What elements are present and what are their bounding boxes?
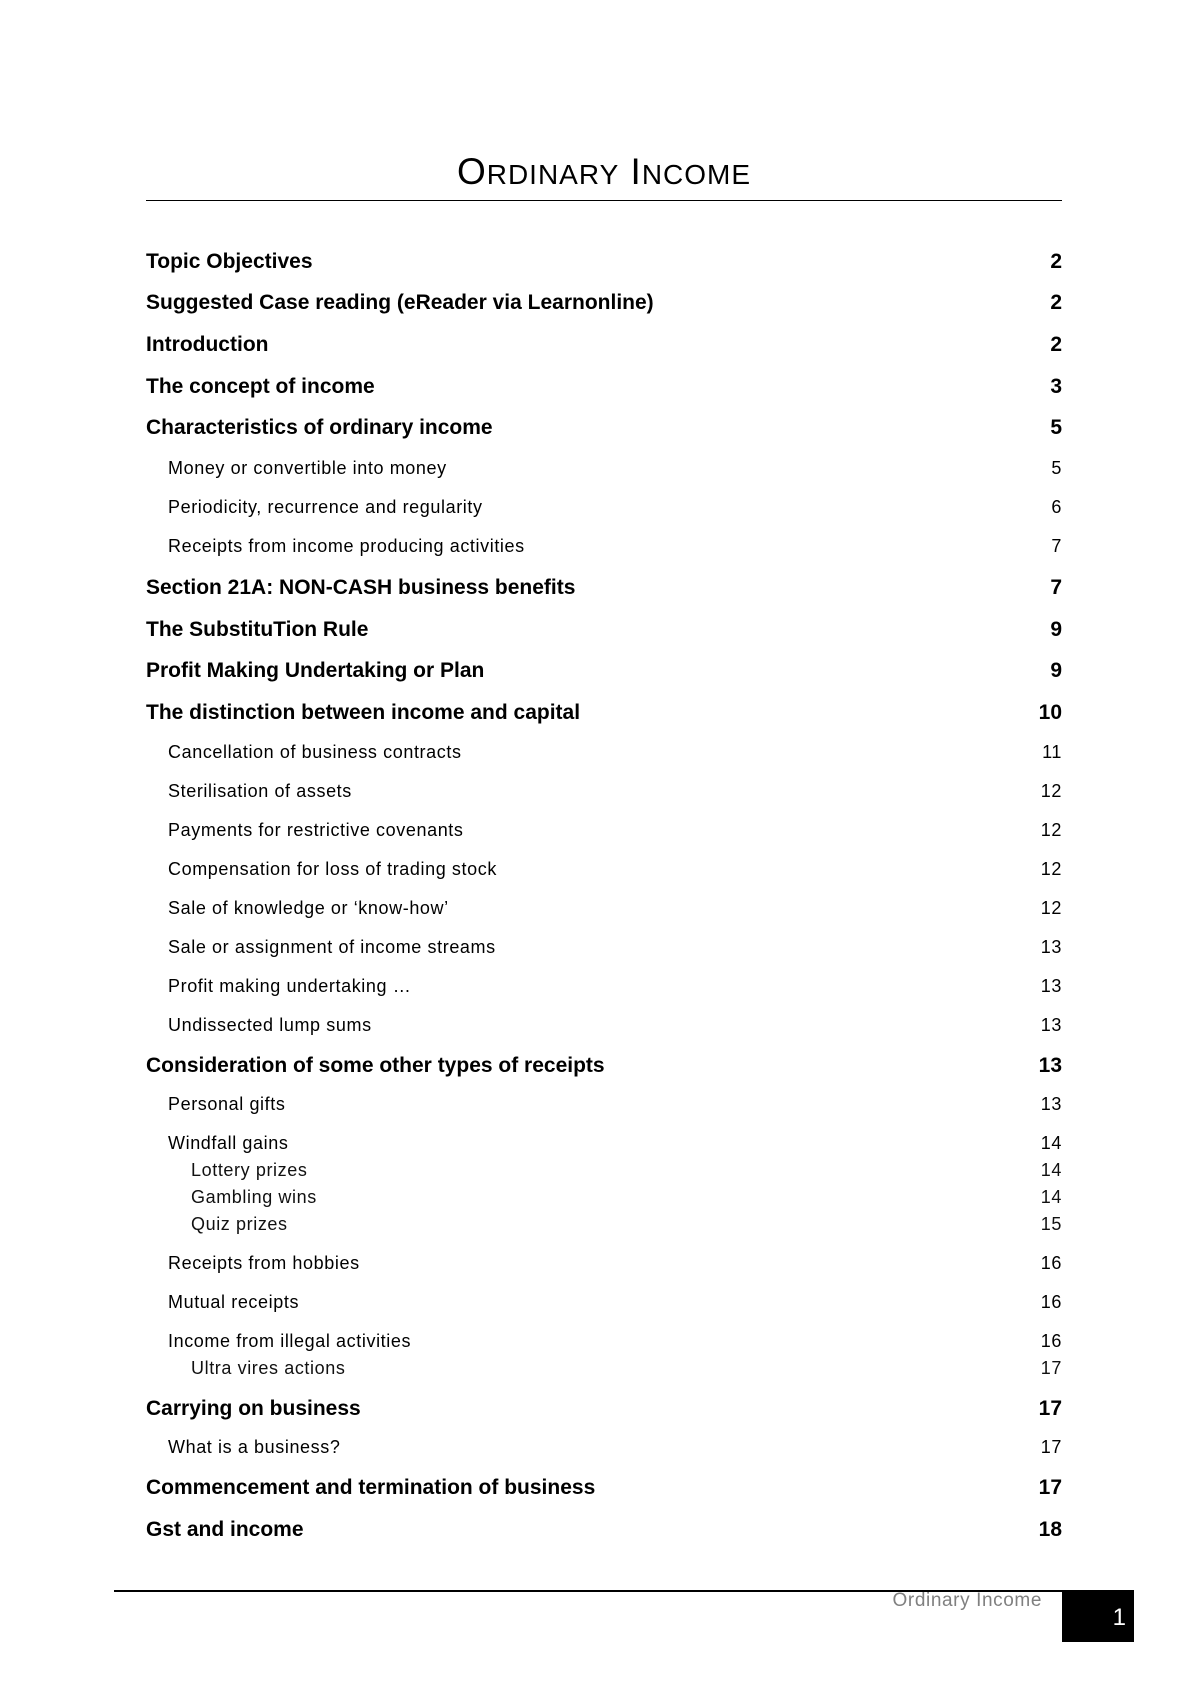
toc-entry-page: 17 (1040, 1437, 1062, 1457)
toc-entry-label: Characteristics of ordinary income (146, 416, 493, 439)
toc-entry-page: 16 (1040, 1331, 1062, 1351)
toc-entry-page: 6 (1051, 497, 1062, 517)
toc-entry-page: 11 (1042, 742, 1062, 762)
toc-entry-page: 14 (1040, 1133, 1062, 1153)
toc-entry-page: 18 (1038, 1518, 1062, 1541)
toc-entry[interactable] (146, 333, 1062, 357)
toc-entry[interactable] (146, 820, 1062, 841)
toc-entry[interactable] (146, 781, 1062, 802)
toc-entry-label: Income from illegal activities (168, 1331, 412, 1351)
toc-entry[interactable] (146, 859, 1062, 880)
toc-entry-label: Gambling wins (191, 1187, 317, 1207)
toc-entry-label: Sale of knowledge or ‘know-how’ (168, 898, 449, 918)
toc-entry-label: Gst and income (146, 1518, 304, 1541)
page-number: 1 (1062, 1590, 1134, 1642)
toc-entry-label: Profit Making Undertaking or Plan (146, 659, 485, 682)
toc-entry[interactable] (146, 1476, 1062, 1500)
toc-entry-page: 7 (1050, 576, 1062, 599)
toc-entry-label: The concept of income (146, 375, 375, 398)
toc-entry[interactable] (146, 618, 1062, 642)
toc-entry-page: 13 (1040, 1094, 1062, 1114)
toc-entry[interactable] (146, 1133, 1062, 1154)
toc-entry-label: Profit making undertaking … (168, 976, 412, 996)
toc-entry-label: Personal gifts (168, 1094, 286, 1114)
toc-entry-page: 16 (1040, 1292, 1062, 1312)
toc-entry[interactable] (146, 898, 1062, 919)
toc-entry-page: 15 (1040, 1214, 1062, 1234)
toc-entry[interactable] (146, 1214, 1062, 1235)
toc-entry[interactable] (146, 416, 1062, 440)
toc-entry-page: 12 (1040, 820, 1062, 840)
toc-entry-label: Lottery prizes (191, 1160, 308, 1180)
toc-entry-page: 17 (1038, 1397, 1062, 1420)
toc-entry-label: Payments for restrictive covenants (168, 820, 464, 840)
toc-entry[interactable] (146, 937, 1062, 958)
toc-entry-page: 3 (1050, 375, 1062, 398)
toc-entry-label: Section 21A: NON-CASH business benefits (146, 576, 576, 599)
toc-entry-label: Consideration of some other types of receipts (146, 1054, 605, 1077)
toc-entry-page: 16 (1040, 1253, 1062, 1273)
toc-entry-label: Receipts from income producing activities (168, 536, 525, 556)
toc-entry-label: Receipts from hobbies (168, 1253, 360, 1273)
toc-entry-page: 2 (1050, 250, 1062, 273)
toc-entry[interactable] (146, 742, 1062, 763)
toc-entry[interactable] (146, 1292, 1062, 1313)
toc-entry[interactable] (146, 1331, 1062, 1352)
toc-entry-page: 10 (1038, 701, 1062, 724)
toc-entry-page: 12 (1040, 781, 1062, 801)
toc-entry-label: Quiz prizes (191, 1214, 288, 1234)
toc-entry[interactable] (146, 250, 1062, 274)
toc-entry-page: 9 (1050, 659, 1062, 682)
toc-entry[interactable] (146, 576, 1062, 600)
toc-entry-page: 13 (1038, 1054, 1062, 1077)
toc-entry-page: 2 (1050, 291, 1062, 314)
toc-entry-page: 14 (1040, 1187, 1062, 1207)
toc-entry[interactable] (146, 497, 1062, 518)
toc-entry-page: 7 (1051, 536, 1062, 556)
toc-entry-page: 5 (1050, 416, 1062, 439)
toc-entry[interactable] (146, 1253, 1062, 1274)
toc-entry-page: 13 (1040, 976, 1062, 996)
toc-entry-label: Mutual receipts (168, 1292, 300, 1312)
toc-entry-page: 17 (1040, 1358, 1062, 1378)
toc-entry[interactable] (146, 1094, 1062, 1115)
toc-entry[interactable] (146, 458, 1062, 479)
toc-entry-page: 5 (1051, 458, 1062, 478)
toc-entry-page: 13 (1040, 1015, 1062, 1035)
toc-entry[interactable] (146, 1437, 1062, 1458)
toc-entry-label: Sterilisation of assets (168, 781, 352, 801)
toc-entry[interactable] (146, 1187, 1062, 1208)
toc-entry-label: Windfall gains (168, 1133, 289, 1153)
toc-entry-label: Ultra vires actions (191, 1358, 346, 1378)
toc-entry[interactable] (146, 701, 1062, 725)
toc-entry[interactable] (146, 291, 1062, 315)
toc-entry[interactable] (146, 1518, 1062, 1542)
toc-entry-label: Sale or assignment of income streams (168, 937, 496, 957)
toc-entry-label: Compensation for loss of trading stock (168, 859, 497, 879)
toc-entry[interactable] (146, 1015, 1062, 1036)
toc-entry[interactable] (146, 375, 1062, 399)
toc-entry-label: Periodicity, recurrence and regularity (168, 497, 483, 517)
toc-entry[interactable] (146, 1358, 1062, 1379)
toc-entry-page: 13 (1040, 937, 1062, 957)
footer-label: Ordinary Income (892, 1590, 1042, 1611)
toc-entry[interactable] (146, 976, 1062, 997)
toc-entry[interactable] (146, 659, 1062, 683)
toc-entry-label: Cancellation of business contracts (168, 742, 462, 762)
toc-entry-label: Suggested Case reading (eReader via Learnonline) (146, 291, 654, 314)
toc-entry-label: The distinction between income and capital (146, 701, 581, 724)
title-divider (146, 200, 1062, 201)
toc-entry-label: Carrying on business (146, 1397, 361, 1420)
toc-entry-page: 2 (1050, 333, 1062, 356)
toc-entry-label: What is a business? (168, 1437, 341, 1457)
toc-entry-page: 12 (1040, 898, 1062, 918)
toc-entry-label: Money or convertible into money (168, 458, 447, 478)
toc-entry[interactable] (146, 536, 1062, 557)
toc-entry-label: Introduction (146, 333, 269, 356)
toc-entry[interactable] (146, 1054, 1062, 1078)
toc-entry-label: Commencement and termination of business (146, 1476, 596, 1499)
toc-entry-page: 9 (1050, 618, 1062, 641)
toc-entry[interactable] (146, 1397, 1062, 1421)
toc-entry-page: 14 (1040, 1160, 1062, 1180)
toc-entry[interactable] (146, 1160, 1062, 1181)
toc-entry-page: 17 (1038, 1476, 1062, 1499)
page-title: ORDINARY INCOME (456, 151, 752, 192)
toc-entry-page: 12 (1040, 859, 1062, 879)
toc-entry-label: Undissected lump sums (168, 1015, 372, 1035)
toc-entry-label: Topic Objectives (146, 250, 313, 273)
toc-entry-label: The SubstituTion Rule (146, 618, 369, 641)
